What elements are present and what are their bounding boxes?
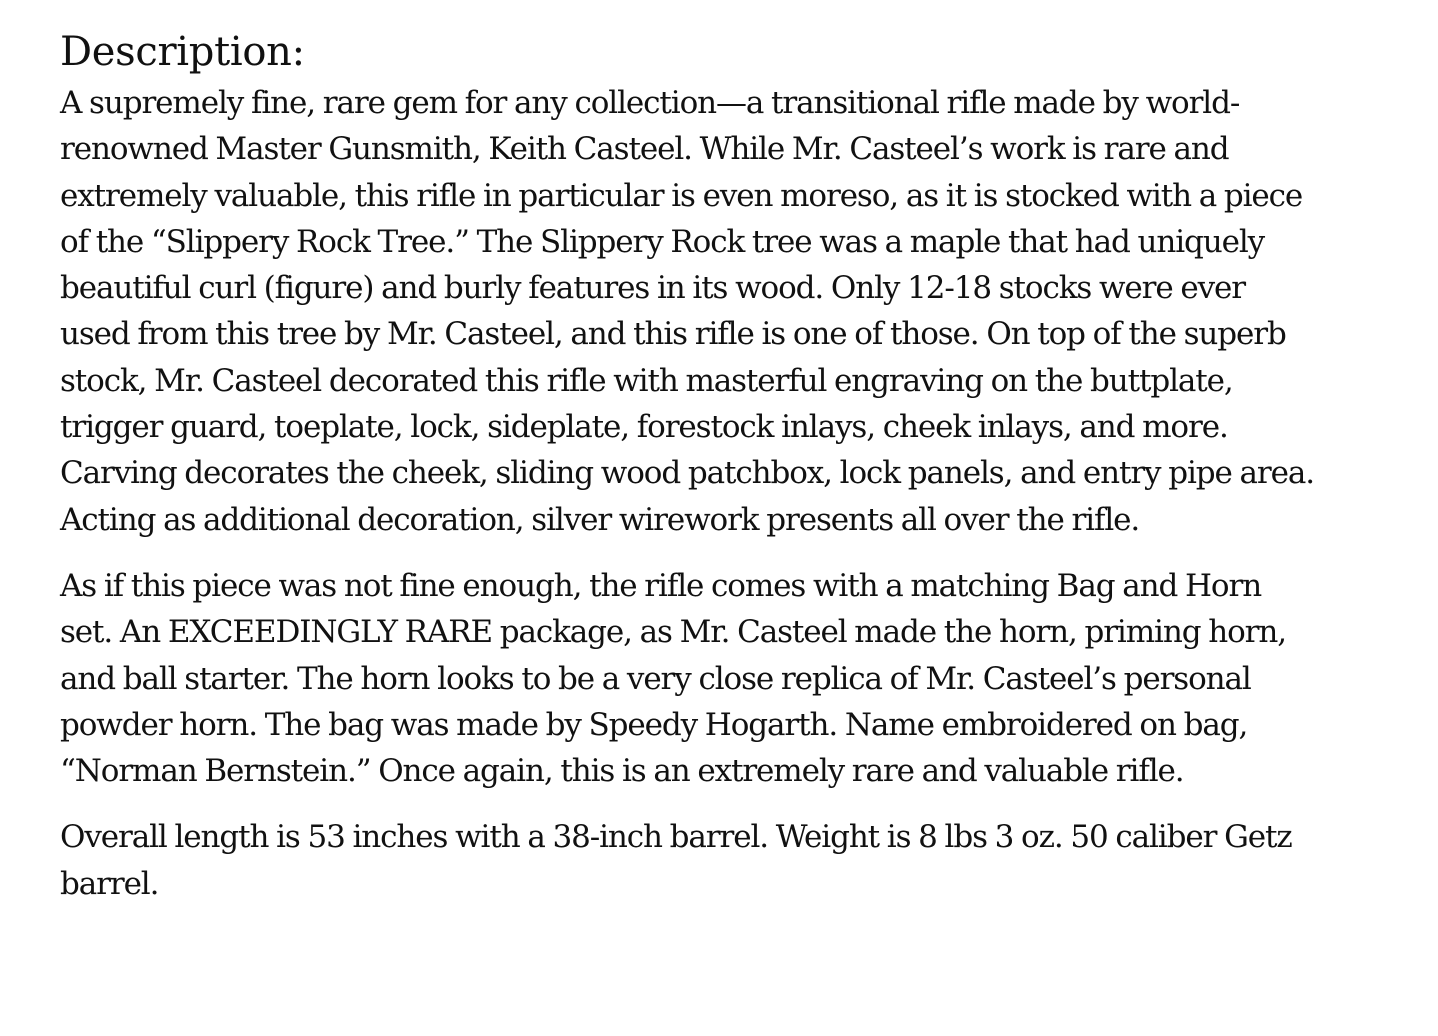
description-paragraph-2: As if this piece was not fine enough, the rifle comes with a matching Bag and Horn set. An EXCEEDINGLY RARE package, as Mr. Casteel made the horn, priming horn, and ball starter. The horn looks to be a very close replica of Mr. Casteel’s personal powder horn. The bag was made by Speedy Hogarth. Name embroidered on bag, “Norman Bernstein.” Once again, this is an extremely rare and valuable rifle. bbox=[60, 567, 1286, 790]
description-heading: Description: bbox=[60, 29, 305, 75]
description-paragraph-3: Overall length is 53 inches with a 38-inch barrel. Weight is 8 lbs 3 oz. 50 caliber Getz barrel. bbox=[60, 819, 1292, 902]
description-section bbox=[60, 26, 1320, 907]
description-paragraph-1: A supremely fine, rare gem for any collection—a transitional rifle made by world-renowned Master Gunsmith, Keith Casteel. While Mr. Casteel’s work is rare and extremely valuable, this rifle in particular is even moreso, as it is stocked with a piece of the “Slippery Rock Tree.” The Slippery Rock tree was a maple that had uniquely beautiful curl (figure) and burly features in its wood. Only 12-18 stocks were ever used from this tree by Mr. Casteel, and this rifle is one of those. On top of the superb stock, Mr. Casteel decorated this rifle with masterful engraving on the buttplate, trigger guard, toeplate, lock, sideplate, forestock inlays, cheek inlays, and more. Carving decorates the cheek, sliding wood patchbox, lock panels, and entry pipe area. Acting as additional decoration, silver wirework presents all over the rifle. bbox=[60, 85, 1314, 538]
